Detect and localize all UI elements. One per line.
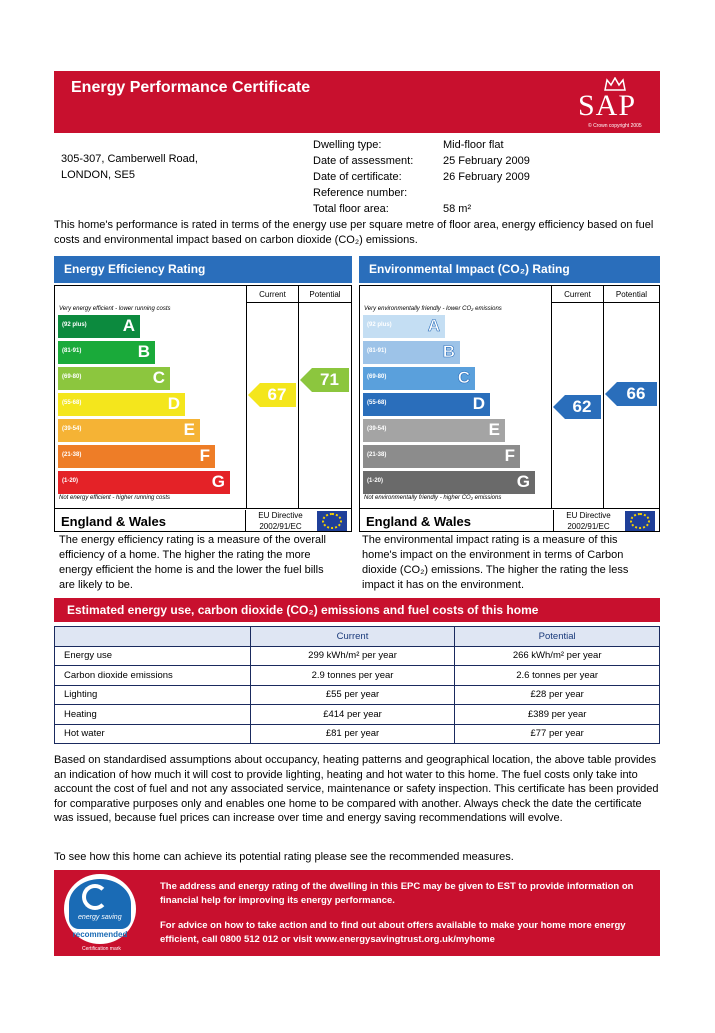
current-rating-value: 67: [267, 384, 287, 404]
rating-band-d: [363, 393, 490, 416]
footer-text-2: For advice on how to take action and to find out about offers available to make your home more energy efficient, call 0800 512 012 or visit www.energysavingtrust.org.uk/myhome: [160, 920, 626, 945]
band-letter: E: [183, 420, 195, 439]
row-label: Lighting: [55, 685, 251, 705]
cell-potential: 266 kWh/m² per year: [455, 646, 660, 666]
row-label: Energy use: [55, 646, 251, 666]
est-footer: [54, 870, 660, 956]
cell-potential: £77 per year: [455, 724, 660, 744]
band-range: (21-38): [62, 452, 82, 458]
sap-copyright: © Crown copyright 2005: [588, 123, 642, 129]
address-line-2: LONDON, SE5: [61, 169, 135, 181]
rating-band-g: [58, 471, 230, 494]
detail-row: [313, 137, 530, 153]
efficiency-chart: [54, 285, 352, 532]
eu-flag-icon: [317, 511, 347, 531]
region-label: England & Wales: [61, 514, 166, 529]
environment-description: The environmental impact rating is a measure of this home's impact on the environment in terms of Carbon dioxide (CO₂) emissions. The higher the rating the less impact it has on the environment.: [362, 534, 629, 591]
detail-label: Reference number:: [313, 187, 408, 199]
band-range: (92 plus): [367, 322, 392, 328]
rating-band-f: [363, 445, 520, 468]
column-header-potential: Potential: [298, 286, 351, 303]
cell-current: 2.9 tonnes per year: [250, 666, 455, 686]
bottom-note: Not environmentally friendly - higher CO₂ emissions: [364, 495, 502, 501]
band-letter: E: [488, 420, 500, 439]
see-recommendations-text: To see how this home can achieve its potential rating please see the recommended measures.: [54, 851, 514, 863]
certificate-title: Energy Performance Certificate: [71, 79, 311, 96]
cell-current: 299 kWh/m² per year: [250, 646, 455, 666]
column-header-current: Current: [246, 286, 298, 303]
environment-heading: Environmental Impact (CO₂) Rating: [359, 256, 660, 283]
certification-mark: Certification mark: [82, 946, 121, 952]
band-letter: F: [199, 446, 210, 465]
column-header-current: Current: [551, 286, 603, 303]
table-row: [55, 646, 660, 666]
row-label: Carbon dioxide emissions: [55, 666, 251, 686]
band-range: (81-91): [367, 348, 387, 354]
rating-band-f: [58, 445, 215, 468]
cell-potential: 2.6 tonnes per year: [455, 666, 660, 686]
cell-potential: £28 per year: [455, 685, 660, 705]
rating-band-e: [58, 419, 200, 442]
swirl-icon: [82, 884, 108, 910]
top-note: Very energy efficient - lower running costs: [59, 306, 171, 312]
detail-label: Dwelling type:: [313, 139, 382, 151]
environment-chart: [359, 285, 660, 532]
detail-label: Date of certificate:: [313, 171, 402, 183]
bottom-note: Not energy efficient - higher running costs: [59, 495, 171, 501]
band-range: (1-20): [367, 478, 384, 484]
logo-text: energy saving: [78, 914, 122, 921]
logo-badge: recommended: [72, 930, 128, 939]
band-range: (92 plus): [62, 322, 87, 328]
column-divider: [551, 303, 552, 508]
address-line-1: 305-307, Camberwell Road,: [61, 153, 198, 165]
band-letter: C: [152, 368, 165, 387]
intro-text: This home's performance is rated in terms of the energy use per square metre of floor area, energy efficiency based on fuel costs and environmental impact based on carbon dioxide (CO₂) emissions.: [54, 219, 654, 246]
sap-logo-text: SAP: [578, 89, 637, 122]
band-letter: G: [211, 472, 225, 491]
detail-row: [313, 185, 530, 201]
band-range: (39-54): [62, 426, 82, 432]
detail-label: Date of assessment:: [313, 155, 414, 167]
property-address: [61, 151, 198, 183]
column-divider: [246, 303, 247, 508]
energy-saving-recommended-logo: [64, 874, 136, 944]
certificate-header: [54, 71, 660, 133]
eu-directive: EU Directive 2002/91/EC: [553, 510, 623, 532]
column-divider: [298, 303, 299, 508]
potential-rating-value: 71: [320, 369, 339, 389]
detail-value: 25 February 2009: [443, 155, 530, 167]
explanatory-text: Based on standardised assumptions about occupancy, heating patterns and geographical location, the above table provides an indication of how much it will cost to provide lighting, heating and hot water to this home. The fuel costs only take into account the cost of fuel and not any associated service, maintenance or safety inspection. This certificate has been provided for comparative purposes only and enables one home to be compared with another. Always check the date the certificate was issued, because fuel prices can increase over time and energy saving recommendations will evolve.: [54, 754, 659, 825]
cell-current: £414 per year: [250, 705, 455, 725]
band-range: (81-91): [62, 348, 82, 354]
band-letter: C: [457, 368, 470, 387]
region-label: England & Wales: [366, 514, 471, 529]
column-header-potential: Potential: [455, 627, 660, 647]
rating-footer: [55, 508, 351, 532]
band-letter: B: [442, 342, 455, 361]
potential-rating-value: 66: [626, 383, 646, 403]
band-letter: F: [504, 446, 515, 465]
band-letter: D: [472, 394, 485, 413]
band-range: (69-80): [367, 374, 387, 380]
eu-directive: EU Directive 2002/91/EC: [245, 510, 315, 532]
detail-row: [313, 201, 530, 217]
rating-band-a: [58, 315, 140, 338]
table-corner: [55, 627, 251, 647]
detail-row: [313, 153, 530, 169]
band-range: (55-68): [62, 400, 82, 406]
rating-band-b: [58, 341, 155, 364]
environmental-impact-rating: [359, 256, 660, 532]
rating-band-e: [363, 419, 505, 442]
cell-potential: £389 per year: [455, 705, 660, 725]
band-letter: G: [516, 472, 530, 491]
row-label: Hot water: [55, 724, 251, 744]
table-row: [55, 685, 660, 705]
rating-band-c: [58, 367, 170, 390]
cell-current: £55 per year: [250, 685, 455, 705]
band-letter: D: [167, 394, 180, 413]
current-rating-value: 62: [572, 397, 592, 417]
rating-band-g: [363, 471, 535, 494]
top-note: Very environmentally friendly - lower CO₂ emissions: [364, 306, 502, 312]
rating-band-c: [363, 367, 475, 390]
estimated-costs-table: [54, 626, 660, 744]
column-header-current: Current: [250, 627, 455, 647]
certificate-details: [313, 137, 530, 217]
rating-footer: [360, 508, 659, 532]
rating-band-a: [363, 315, 445, 338]
band-range: (55-68): [367, 400, 387, 406]
band-range: (1-20): [62, 478, 79, 484]
detail-row: [313, 169, 530, 185]
sap-logo: [570, 77, 650, 129]
column-divider: [603, 303, 604, 508]
detail-value: 58 m²: [443, 203, 472, 215]
band-range: (69-80): [62, 374, 82, 380]
table-row: [55, 666, 660, 686]
detail-value: Mid-floor flat: [443, 139, 504, 151]
efficiency-description: The energy efficiency rating is a measure of the overall efficiency of a home. The higher the rating the more energy efficient the home is and the lower the fuel bills are likely to be.: [59, 534, 326, 591]
footer-text-1: The address and energy rating of the dwelling in this EPC may be given to EST to provide information on financial help for improving its energy performance.: [160, 881, 634, 906]
eu-flag-icon: [625, 511, 655, 531]
table-row: [55, 724, 660, 744]
cell-current: £81 per year: [250, 724, 455, 744]
detail-label: Total floor area:: [313, 203, 389, 215]
column-header-potential: Potential: [603, 286, 659, 303]
band-range: (39-54): [367, 426, 387, 432]
row-label: Heating: [55, 705, 251, 725]
band-letter: B: [137, 342, 150, 361]
rating-band-b: [363, 341, 460, 364]
band-range: (21-38): [367, 452, 387, 458]
band-letter: A: [122, 316, 135, 335]
table-row: [55, 705, 660, 725]
energy-efficiency-rating: [54, 256, 352, 532]
detail-value: 26 February 2009: [443, 171, 530, 183]
efficiency-heading: Energy Efficiency Rating: [54, 256, 352, 283]
band-letter: A: [427, 316, 440, 335]
rating-band-d: [58, 393, 185, 416]
estimated-costs-heading: Estimated energy use, carbon dioxide (CO₂) emissions and fuel costs of this home: [54, 598, 660, 622]
